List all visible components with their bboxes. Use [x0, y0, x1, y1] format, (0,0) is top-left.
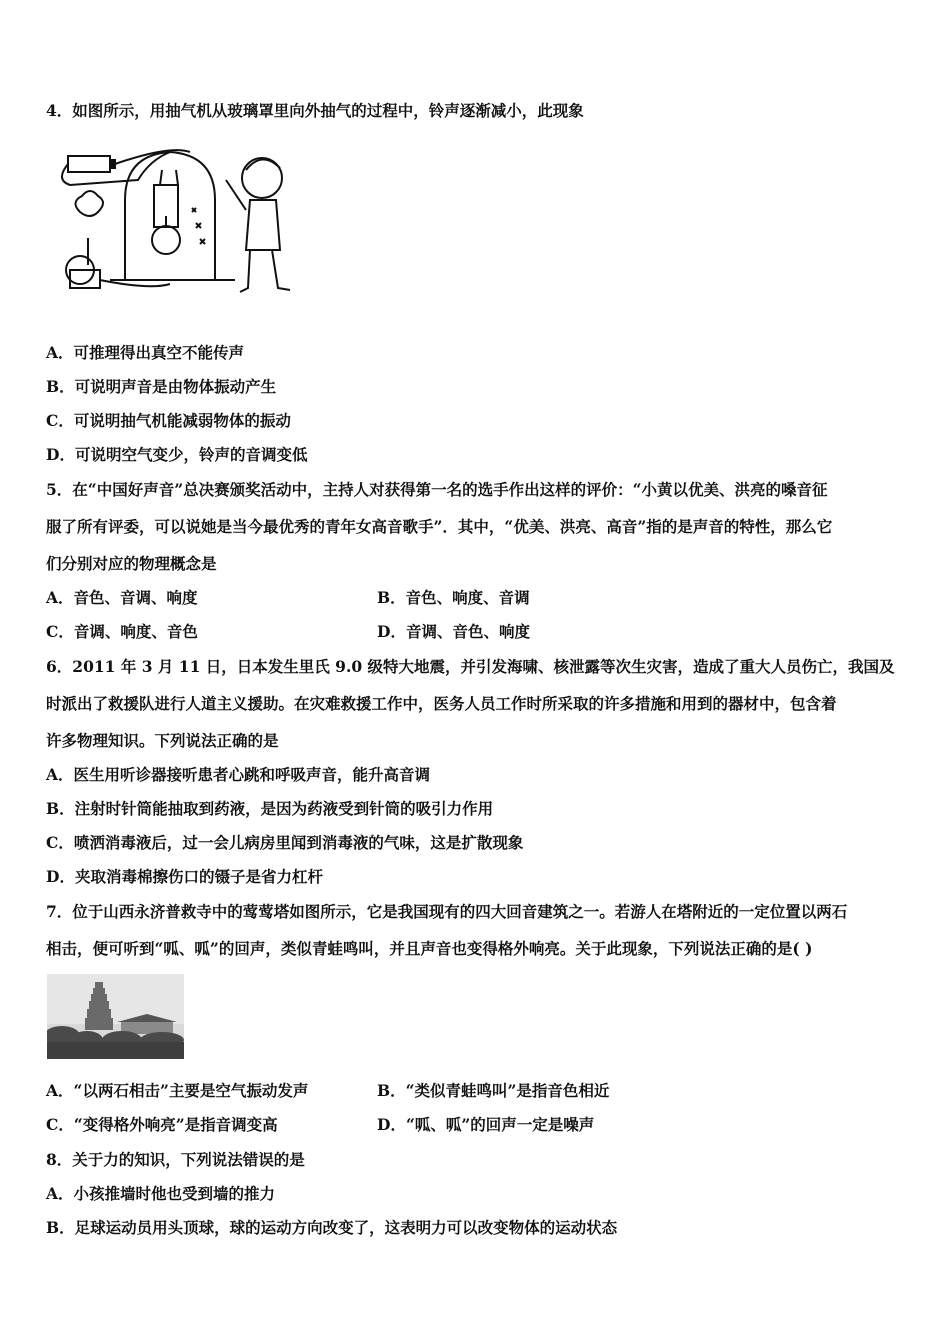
q5-stem-line-1: 5．在“中国好声音”总决赛颁奖活动中，主持人对获得第一名的选手作出这样的评价：“小黄以优美、洪亮的嗓音征 [46, 480, 828, 499]
pagoda-illustration [47, 974, 184, 1059]
q6-option-b: B．注射时针筒能抽取到药液，是因为药液受到针筒的吸引力作用 [46, 799, 494, 818]
q7-option-d: D．“呱、呱”的回声一定是噪声 [377, 1115, 595, 1134]
q7-option-b: B．“类似青蛙鸣叫”是指音色相近 [377, 1081, 610, 1100]
q6-stem-line-2: 时派出了救援队进行人道主义援助。在灾难救援工作中，医务人员工作时所采取的许多措施和用到的器材中，包含着 [46, 694, 837, 713]
bell-jar-figure [50, 140, 298, 300]
q6-option-d: D．夹取消毒棉擦伤口的镊子是省力杠杆 [46, 867, 323, 886]
q8-option-a: A．小孩推墙时他也受到墙的推力 [46, 1184, 276, 1203]
q4-stem: 4．如图所示，用抽气机从玻璃罩里向外抽气的过程中，铃声逐渐减小，此现象 [46, 101, 584, 120]
q4-option-d: D．可说明空气变少，铃声的音调变低 [46, 445, 308, 464]
q4-option-c: C．可说明抽气机能减弱物体的振动 [46, 411, 291, 430]
q4-option-a: A．可推理得出真空不能传声 [46, 343, 245, 362]
q8-option-b: B．足球运动员用头顶球，球的运动方向改变了，这表明力可以改变物体的运动状态 [46, 1218, 618, 1237]
q6-option-a: A．医生用听诊器接听患者心跳和呼吸声音，能升高音调 [46, 765, 431, 784]
q7-option-a: A．“以两石相击”主要是空气振动发声 [46, 1081, 309, 1100]
q5-stem-line-2: 服了所有评委，可以说她是当今最优秀的青年女高音歌手”．其中，“优美、洪亮、高音”指的是声音的特性，那么它 [46, 517, 833, 536]
q7-option-c: C．“变得格外响亮”是指音调变高 [46, 1115, 278, 1134]
q4-option-b: B．可说明声音是由物体振动产生 [46, 377, 277, 396]
q6-stem-line-3: 许多物理知识。下列说法正确的是 [46, 731, 279, 750]
q5-option-c: C．音调、响度、音色 [46, 622, 198, 641]
pagoda-photo [47, 974, 184, 1059]
q8-stem: 8．关于力的知识，下列说法错误的是 [46, 1150, 305, 1169]
q7-stem-line-1: 7．位于山西永济普救寺中的莺莺塔如图所示，它是我国现有的四大回音建筑之一。若游人在塔附近的一定位置以两石 [46, 902, 848, 921]
q5-option-a: A．音色、音调、响度 [46, 588, 198, 607]
q5-stem-line-3: 们分别对应的物理概念是 [46, 554, 217, 573]
q6-option-c: C．喷洒消毒液后，过一会儿病房里闻到消毒液的气味，这是扩散现象 [46, 833, 524, 852]
q5-option-b: B．音色、响度、音调 [377, 588, 530, 607]
q6-stem-line-1: 6．2011 年 3 月 11 日，日本发生里氏 9.0 级特大地震，并引发海啸、核泄露等次生灾害，造成了重大人员伤亡，我国及 [46, 657, 895, 676]
q5-option-d: D．音调、音色、响度 [377, 622, 530, 641]
bell-jar-illustration [50, 140, 298, 300]
q7-stem-line-2: 相击，便可听到“呱、呱”的回声，类似青蛙鸣叫，并且声音也变得格外响亮。关于此现象，下列说法正确的是( ) [46, 939, 813, 958]
